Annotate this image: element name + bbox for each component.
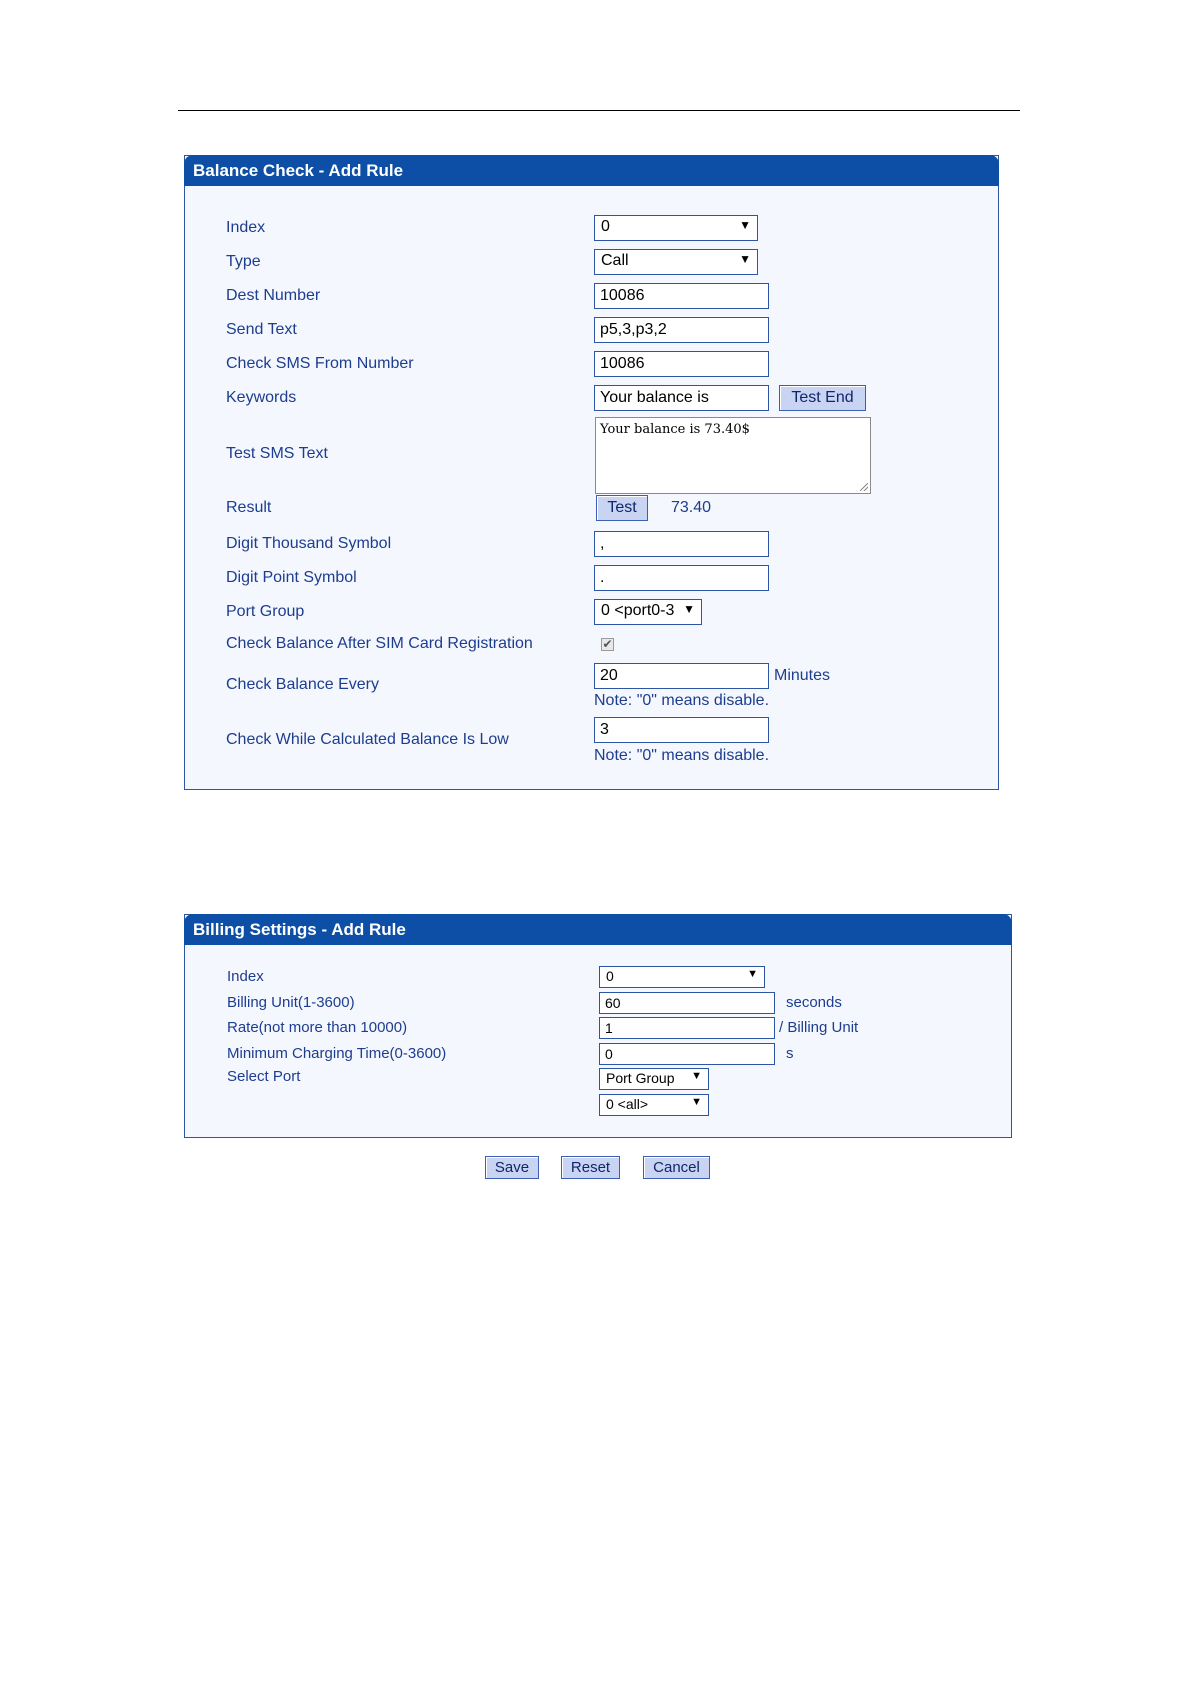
panel-title: Billing Settings - Add Rule (193, 920, 406, 939)
keywords-label: Keywords (226, 389, 297, 406)
billing-unit-input[interactable] (599, 992, 775, 1014)
cancel-button[interactable]: Cancel (643, 1156, 710, 1179)
resize-handle-icon[interactable] (860, 483, 868, 491)
chevron-down-icon: ▼ (691, 1070, 702, 1082)
index-select-value: 0 (601, 218, 610, 235)
port-group-select[interactable] (594, 599, 702, 625)
billing-settings-panel (184, 914, 1012, 1138)
digit-point-label: Digit Point Symbol (226, 569, 357, 586)
billing-index-label: Index (227, 968, 264, 985)
check-every-note: Note: "0" means disable. (594, 692, 770, 709)
rate-suffix: / Billing Unit (779, 1019, 859, 1036)
panel-title: Balance Check - Add Rule (193, 161, 404, 180)
chevron-down-icon: ▼ (683, 602, 695, 616)
check-after-sim-label: Check Balance After SIM Card Registration (226, 635, 533, 652)
result-value: 73.40 (671, 499, 712, 516)
chevron-down-icon: ▼ (739, 218, 751, 232)
rate-label: Rate(not more than 10000) (227, 1019, 408, 1036)
select-port-label: Select Port (227, 1068, 301, 1085)
digit-thousand-input[interactable] (594, 531, 769, 557)
check-sms-from-input[interactable] (594, 351, 769, 377)
min-charging-suffix: s (786, 1045, 794, 1062)
type-select[interactable] (594, 249, 758, 275)
type-select-value: Call (601, 252, 629, 269)
check-after-sim-checkbox[interactable]: ✔ (602, 637, 613, 651)
chevron-down-icon: ▼ (691, 1096, 702, 1108)
send-text-input[interactable] (594, 317, 769, 343)
reset-button[interactable]: Reset (561, 1156, 620, 1179)
dest-number-input[interactable] (594, 283, 769, 309)
billing-index-select[interactable] (599, 966, 765, 988)
chevron-down-icon: ▼ (747, 968, 758, 980)
result-label: Result (226, 499, 272, 516)
send-text-label: Send Text (226, 321, 297, 338)
billing-unit-label: Billing Unit(1-3600) (227, 994, 355, 1011)
min-charging-label: Minimum Charging Time(0-3600) (227, 1045, 447, 1062)
page-top-rule (178, 110, 1020, 111)
port-type-select-value: Port Group (606, 1070, 675, 1086)
port-select[interactable] (599, 1094, 709, 1116)
check-sms-from-label: Check SMS From Number (226, 355, 414, 372)
check-low-input[interactable] (594, 717, 769, 743)
test-sms-textarea[interactable] (595, 417, 871, 494)
test-end-button[interactable]: Test End (779, 385, 866, 411)
check-low-note: Note: "0" means disable. (594, 747, 770, 764)
port-type-select[interactable] (599, 1068, 709, 1090)
panel-header (184, 914, 1012, 945)
test-sms-text-label: Test SMS Text (226, 445, 328, 462)
digit-thousand-label: Digit Thousand Symbol (226, 535, 392, 552)
check-every-label: Check Balance Every (226, 676, 379, 693)
test-button[interactable]: Test (596, 495, 648, 521)
check-every-unit: Minutes (774, 667, 831, 684)
check-every-input[interactable] (594, 663, 769, 689)
digit-point-input[interactable] (594, 565, 769, 591)
rate-input[interactable] (599, 1017, 775, 1039)
port-group-select-value: 0 <port0-3 (601, 602, 675, 619)
chevron-down-icon: ▼ (739, 252, 751, 266)
billing-unit-suffix: seconds (786, 994, 842, 1011)
check-low-label: Check While Calculated Balance Is Low (226, 731, 509, 748)
test-sms-text-value: Your balance is 73.40$ (600, 422, 750, 437)
type-label: Type (226, 253, 261, 270)
index-select[interactable] (594, 215, 758, 241)
balance-check-panel (184, 155, 999, 790)
dest-number-label: Dest Number (226, 287, 321, 304)
port-select-value: 0 <all> (606, 1096, 649, 1112)
port-group-label: Port Group (226, 603, 305, 620)
index-label: Index (226, 219, 266, 236)
keywords-input[interactable] (594, 385, 769, 411)
billing-index-select-value: 0 (606, 968, 614, 984)
panel-header (184, 155, 999, 186)
save-button[interactable]: Save (485, 1156, 539, 1179)
min-charging-input[interactable] (599, 1043, 775, 1065)
